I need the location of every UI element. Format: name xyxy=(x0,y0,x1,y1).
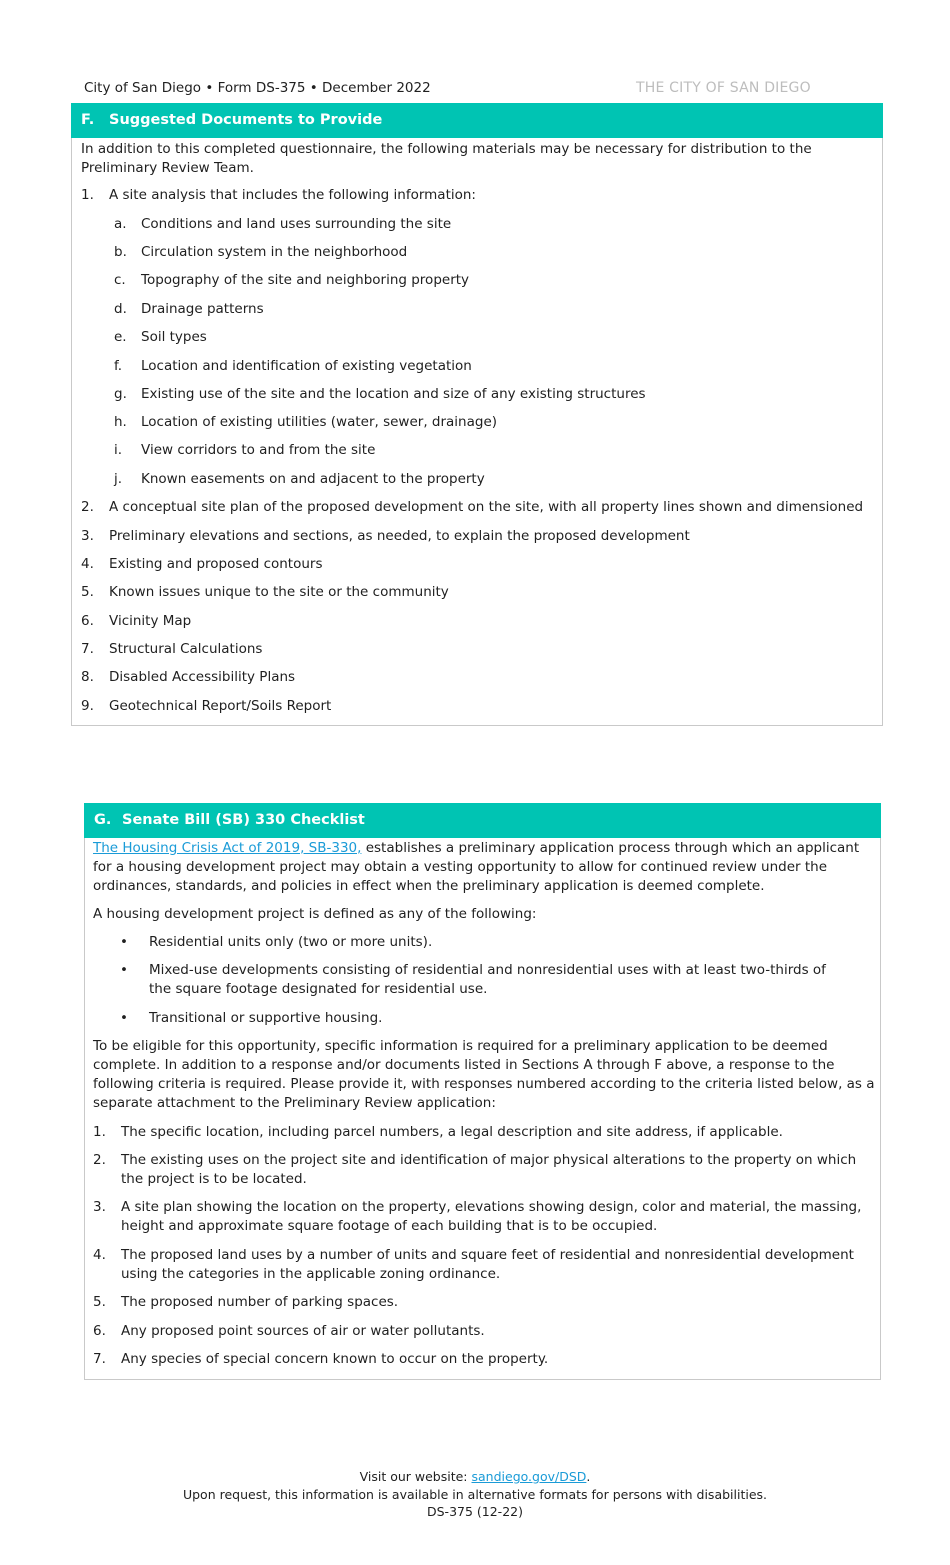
section-g-box: G. Senate Bill (SB) 330 Checklist The Housing Crisis Act of 2019, SB-330, establishes a preliminary application process through which an applicant for a housing development project may obtain a vesting opportunity to allow for continued review under the ordinances, standards, and policies in effect when the preliminary application is deemed complete. A housing development project is defined as any of the following: • Residential units only (two or more units). • Mixed-use developments consisting of residential and nonresidential uses with at least two-thirds of the square footage designated for residential use. • Transitional or supportive housing. To be eligible for this opportunity, specific information is required for a preliminary application to be deemed complete. In addition to a response and/or documents listed in Sections A through F above, a response to the following criteria is required. Please provide it, with responses numbered according to the criteria listed below, as a separate attachment to the Preliminary Review application: 1. The specific location, including parcel numbers, a legal description and site address, if applicable. 2. The existing uses on the project site and identification of major physical alterations to the property on which the project is to be located. 3. A site plan showing the location on the property, elevations showing design, color and material, the massing, height and approximate square footage of each building that is to be occupied. 4. The proposed land uses by a number of units and square feet of residential and nonresidential development using the categories in the applicable zoning ordinance. 5. The proposed number of parking spaces. 6. Any proposed point sources of air or water pollutants. 7. Any species of special concern known to occur on the property. xyxy=(84,803,881,1380)
section-g-title: Senate Bill (SB) 330 Checklist xyxy=(122,812,365,828)
section-f-title: Suggested Documents to Provide xyxy=(109,112,383,128)
housing-crisis-act-link[interactable]: The Housing Crisis Act of 2019, SB-330, xyxy=(93,840,362,856)
section-f-box: F. Suggested Documents to Provide In addition to this completed questionnaire, the following materials may be necessary for distribution to the Preliminary Review Team. 1. A site analysis that includes the following information: a. Conditions and land uses surrounding the site b. Circulation system in the neighborhood c. Topography of the site and neighboring property d. Drainage patterns e. Soil types f. Location and identification of existing vegetation g. Existing use of the site and the location and size of any existing structures h. Location of existing utilities (water, sewer, drainage) i. View corridors to and from the site j. Known easements on and adjacent to the property 2. A conceptual site plan of the proposed development on the site, with all property lines shown and dimensioned 3. Preliminary elevations and sections, as needed, to explain the proposed development 4. Existing and proposed contours 5. Known issues unique to the site or the community 6. Vicinity Map 7. Structural Calculations 8. Disabled Accessibility Plans 9. Geotechnical Report/Soils Report xyxy=(71,103,883,726)
section-f-letter: F. xyxy=(81,112,95,128)
footer-form-code: DS-375 (12-22) xyxy=(427,1504,523,1519)
sb330-intro xyxy=(93,839,873,896)
footer-website-line: Visit our website: sandiego.gov/DSD. xyxy=(359,1469,591,1484)
form-header-label: City of San Diego • Form DS-375 • December 2022 xyxy=(84,80,431,96)
city-logo-text: THE CITY OF SAN DIEGO xyxy=(636,80,811,96)
bullet-icon: • xyxy=(120,962,128,978)
footer-accessibility-note: Upon request, this information is available in alternative formats for persons with disabilities. xyxy=(182,1487,768,1502)
website-link[interactable]: sandiego.gov/DSD xyxy=(471,1469,587,1484)
section-f-intro: In addition to this completed questionnaire, the following materials may be necessary for distribution to the Preliminary Review Team. xyxy=(81,141,812,176)
section-f-header xyxy=(71,103,883,138)
bullet-icon: • xyxy=(120,934,128,950)
bullet-icon: • xyxy=(120,1010,128,1026)
section-g-letter: G. xyxy=(94,812,112,828)
section-g-header xyxy=(84,803,881,838)
sb330-intro-text: establishes a preliminary application process through which an applicant for a housing development project may obtain a vesting opportunity to allow for continued review under the ordinances, standards, and policies in effect when the preliminary application is deemed complete. xyxy=(93,840,860,894)
eligibility-text: To be eligible for this opportunity, specific information is required for a preliminary application to be deemed complete. In addition to a response and/or documents listed in Sections A through F above, a response to the following criteria is required. Please provide it, with responses numbered according to the criteria listed below, as a separate attachment to the Preliminary Review application: xyxy=(93,1038,875,1111)
housing-definition: A housing development project is defined as any of the following: xyxy=(93,906,537,922)
